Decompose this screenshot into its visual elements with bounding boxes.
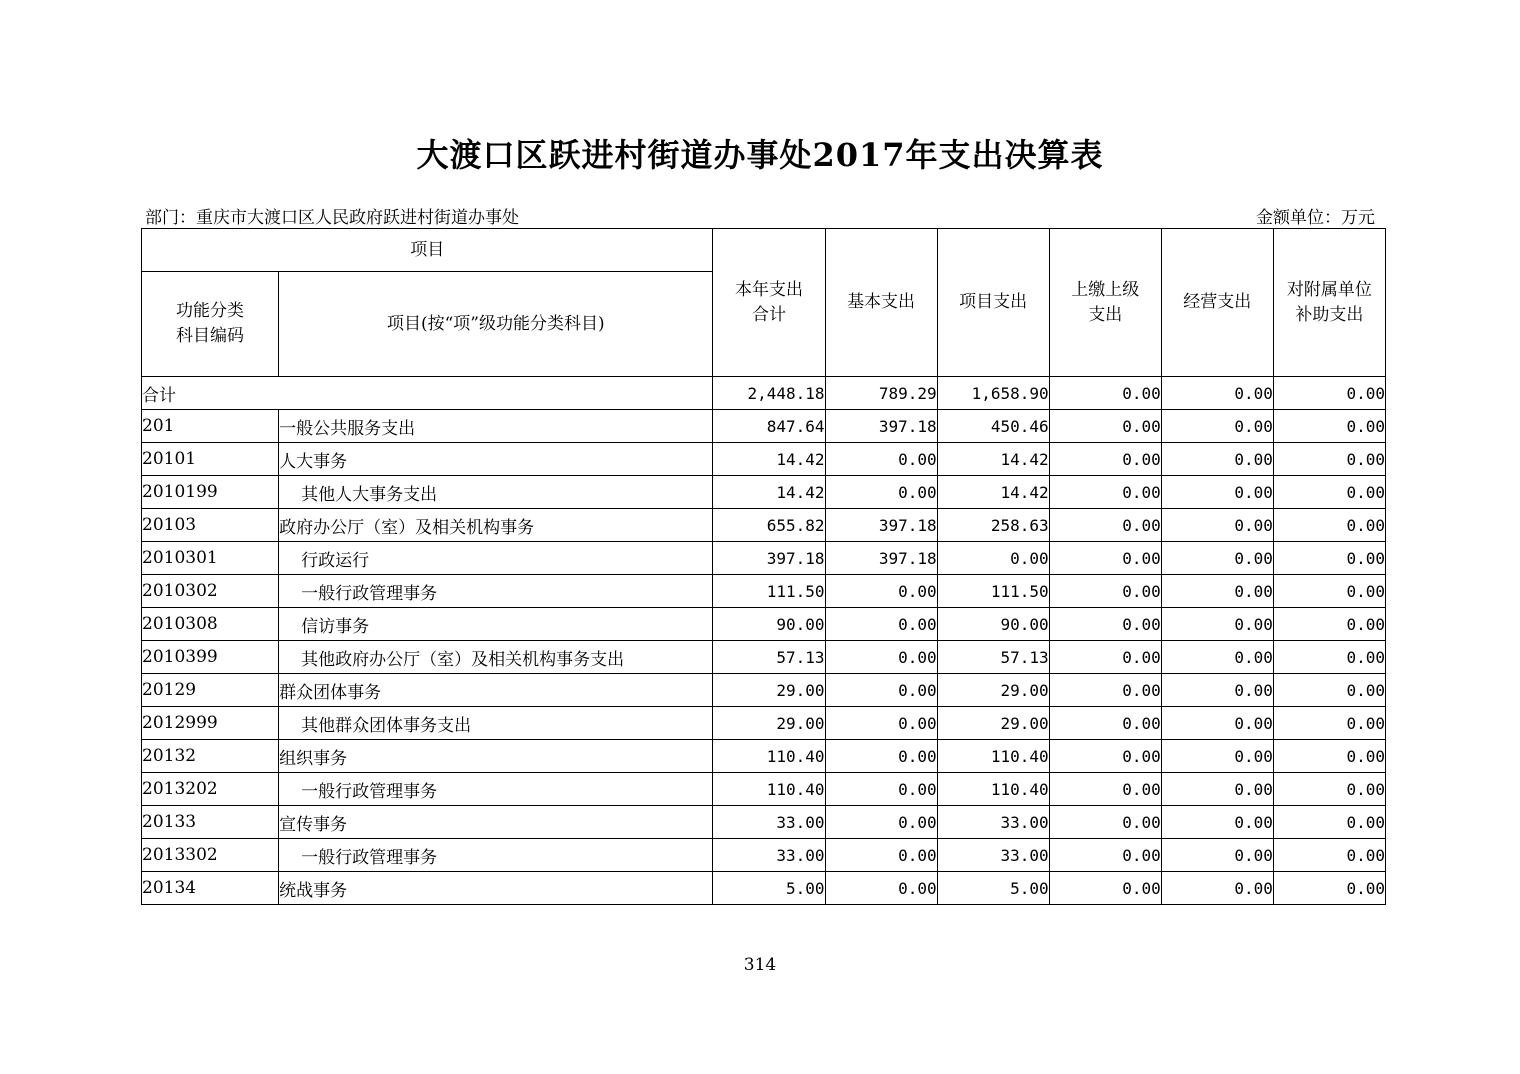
row-code: 2013302 bbox=[142, 839, 279, 872]
row-upper: 0.00 bbox=[1049, 707, 1161, 740]
table-row bbox=[142, 872, 1386, 905]
header-upper: 上缴上级 支出 bbox=[1049, 229, 1161, 377]
row-name: 其他人大事务支出 bbox=[279, 476, 713, 509]
row-upper: 0.00 bbox=[1049, 443, 1161, 476]
table-row bbox=[142, 410, 1386, 443]
department-label: 部门：重庆市大渡口区人民政府跃进村街道办事处 bbox=[145, 208, 519, 228]
table-row bbox=[142, 476, 1386, 509]
row-code: 2010199 bbox=[142, 476, 279, 509]
row-code: 2012999 bbox=[142, 707, 279, 740]
row-upper: 0.00 bbox=[1049, 641, 1161, 674]
row-name: 一般行政管理事务 bbox=[279, 575, 713, 608]
row-total: 111.50 bbox=[713, 575, 825, 608]
row-code: 2010302 bbox=[142, 575, 279, 608]
row-subsidy: 0.00 bbox=[1273, 806, 1385, 839]
row-subsidy: 0.00 bbox=[1273, 542, 1385, 575]
row-upper: 0.00 bbox=[1049, 410, 1161, 443]
row-code: 20103 bbox=[142, 509, 279, 542]
row-business: 0.00 bbox=[1161, 641, 1273, 674]
row-business: 0.00 bbox=[1161, 707, 1273, 740]
row-upper: 0.00 bbox=[1049, 872, 1161, 905]
row-code: 2010308 bbox=[142, 608, 279, 641]
row-total: 397.18 bbox=[713, 542, 825, 575]
row-code: 201 bbox=[142, 410, 279, 443]
row-name: 其他群众团体事务支出 bbox=[279, 707, 713, 740]
row-upper: 0.00 bbox=[1049, 740, 1161, 773]
row-business: 0.00 bbox=[1161, 608, 1273, 641]
header-business: 经营支出 bbox=[1161, 229, 1273, 377]
row-upper: 0.00 bbox=[1049, 575, 1161, 608]
row-total: 57.13 bbox=[713, 641, 825, 674]
row-name: 一般公共服务支出 bbox=[279, 410, 713, 443]
row-basic: 0.00 bbox=[825, 608, 937, 641]
total-upper: 0.00 bbox=[1049, 377, 1161, 410]
total-total: 2,448.18 bbox=[713, 377, 825, 410]
table-row bbox=[142, 443, 1386, 476]
row-project: 111.50 bbox=[937, 575, 1049, 608]
row-subsidy: 0.00 bbox=[1273, 509, 1385, 542]
row-basic: 0.00 bbox=[825, 575, 937, 608]
row-business: 0.00 bbox=[1161, 476, 1273, 509]
row-total: 5.00 bbox=[713, 872, 825, 905]
row-business: 0.00 bbox=[1161, 773, 1273, 806]
row-subsidy: 0.00 bbox=[1273, 575, 1385, 608]
total-business: 0.00 bbox=[1161, 377, 1273, 410]
row-basic: 0.00 bbox=[825, 443, 937, 476]
row-business: 0.00 bbox=[1161, 839, 1273, 872]
header-project: 项目 bbox=[142, 229, 713, 272]
row-project: 29.00 bbox=[937, 707, 1049, 740]
row-code: 2010301 bbox=[142, 542, 279, 575]
row-basic: 0.00 bbox=[825, 476, 937, 509]
row-total: 14.42 bbox=[713, 443, 825, 476]
row-total: 14.42 bbox=[713, 476, 825, 509]
row-project: 110.40 bbox=[937, 740, 1049, 773]
row-business: 0.00 bbox=[1161, 410, 1273, 443]
row-basic: 0.00 bbox=[825, 773, 937, 806]
row-name: 群众团体事务 bbox=[279, 674, 713, 707]
row-subsidy: 0.00 bbox=[1273, 443, 1385, 476]
row-total: 110.40 bbox=[713, 773, 825, 806]
row-basic: 0.00 bbox=[825, 839, 937, 872]
row-subsidy: 0.00 bbox=[1273, 608, 1385, 641]
row-project: 14.42 bbox=[937, 476, 1049, 509]
row-subsidy: 0.00 bbox=[1273, 410, 1385, 443]
row-project: 33.00 bbox=[937, 806, 1049, 839]
table-row bbox=[142, 773, 1386, 806]
row-basic: 0.00 bbox=[825, 641, 937, 674]
row-project: 258.63 bbox=[937, 509, 1049, 542]
row-basic: 0.00 bbox=[825, 740, 937, 773]
total-subsidy: 0.00 bbox=[1273, 377, 1385, 410]
row-basic: 397.18 bbox=[825, 509, 937, 542]
row-upper: 0.00 bbox=[1049, 608, 1161, 641]
table-row bbox=[142, 707, 1386, 740]
row-subsidy: 0.00 bbox=[1273, 872, 1385, 905]
row-business: 0.00 bbox=[1161, 542, 1273, 575]
row-code: 20132 bbox=[142, 740, 279, 773]
table-row bbox=[142, 641, 1386, 674]
row-project: 0.00 bbox=[937, 542, 1049, 575]
row-code: 20129 bbox=[142, 674, 279, 707]
row-upper: 0.00 bbox=[1049, 806, 1161, 839]
row-project: 450.46 bbox=[937, 410, 1049, 443]
header-basic: 基本支出 bbox=[825, 229, 937, 377]
page-title: 大渡口区跃进村街道办事处2017年支出决算表 bbox=[416, 136, 1104, 174]
table-row bbox=[142, 542, 1386, 575]
row-name: 一般行政管理事务 bbox=[279, 773, 713, 806]
row-name: 政府办公厅（室）及相关机构事务 bbox=[279, 509, 713, 542]
unit-label: 金额单位：万元 bbox=[1256, 208, 1375, 228]
header-code: 功能分类 科目编码 bbox=[142, 272, 279, 377]
page-number: 314 bbox=[743, 955, 777, 975]
row-name: 行政运行 bbox=[279, 542, 713, 575]
row-project: 5.00 bbox=[937, 872, 1049, 905]
row-project: 57.13 bbox=[937, 641, 1049, 674]
row-project: 90.00 bbox=[937, 608, 1049, 641]
row-total: 29.00 bbox=[713, 674, 825, 707]
row-total: 90.00 bbox=[713, 608, 825, 641]
row-upper: 0.00 bbox=[1049, 509, 1161, 542]
header-name: 项目(按“项”级功能分类科目) bbox=[279, 272, 713, 377]
row-upper: 0.00 bbox=[1049, 476, 1161, 509]
total-label: 合计 bbox=[142, 377, 713, 410]
row-business: 0.00 bbox=[1161, 674, 1273, 707]
table-row bbox=[142, 806, 1386, 839]
row-basic: 0.00 bbox=[825, 674, 937, 707]
row-project: 33.00 bbox=[937, 839, 1049, 872]
header-total: 本年支出 合计 bbox=[713, 229, 825, 377]
row-code: 20134 bbox=[142, 872, 279, 905]
row-code: 20101 bbox=[142, 443, 279, 476]
table-row bbox=[142, 509, 1386, 542]
row-name: 一般行政管理事务 bbox=[279, 839, 713, 872]
row-total: 847.64 bbox=[713, 410, 825, 443]
row-total: 29.00 bbox=[713, 707, 825, 740]
row-subsidy: 0.00 bbox=[1273, 839, 1385, 872]
row-business: 0.00 bbox=[1161, 443, 1273, 476]
row-subsidy: 0.00 bbox=[1273, 773, 1385, 806]
row-name: 信访事务 bbox=[279, 608, 713, 641]
row-upper: 0.00 bbox=[1049, 542, 1161, 575]
table-row bbox=[142, 608, 1386, 641]
row-basic: 0.00 bbox=[825, 707, 937, 740]
row-subsidy: 0.00 bbox=[1273, 740, 1385, 773]
row-project: 14.42 bbox=[937, 443, 1049, 476]
row-business: 0.00 bbox=[1161, 509, 1273, 542]
row-business: 0.00 bbox=[1161, 872, 1273, 905]
row-total: 110.40 bbox=[713, 740, 825, 773]
row-project: 29.00 bbox=[937, 674, 1049, 707]
total-project: 1,658.90 bbox=[937, 377, 1049, 410]
row-project: 110.40 bbox=[937, 773, 1049, 806]
expenditure-table bbox=[141, 228, 1386, 905]
header-subsidy: 对附属单位 补助支出 bbox=[1273, 229, 1385, 377]
row-name: 其他政府办公厅（室）及相关机构事务支出 bbox=[279, 641, 713, 674]
row-code: 2013202 bbox=[142, 773, 279, 806]
row-basic: 397.18 bbox=[825, 542, 937, 575]
row-subsidy: 0.00 bbox=[1273, 476, 1385, 509]
table-row bbox=[142, 674, 1386, 707]
row-upper: 0.00 bbox=[1049, 773, 1161, 806]
row-subsidy: 0.00 bbox=[1273, 641, 1385, 674]
table-row bbox=[142, 740, 1386, 773]
row-name: 人大事务 bbox=[279, 443, 713, 476]
row-business: 0.00 bbox=[1161, 806, 1273, 839]
row-subsidy: 0.00 bbox=[1273, 674, 1385, 707]
row-upper: 0.00 bbox=[1049, 839, 1161, 872]
row-name: 组织事务 bbox=[279, 740, 713, 773]
total-row bbox=[142, 377, 1386, 410]
row-name: 宣传事务 bbox=[279, 806, 713, 839]
row-name: 统战事务 bbox=[279, 872, 713, 905]
table-row bbox=[142, 839, 1386, 872]
row-code: 20133 bbox=[142, 806, 279, 839]
table-row bbox=[142, 575, 1386, 608]
row-total: 655.82 bbox=[713, 509, 825, 542]
row-upper: 0.00 bbox=[1049, 674, 1161, 707]
total-basic: 789.29 bbox=[825, 377, 937, 410]
row-basic: 397.18 bbox=[825, 410, 937, 443]
row-code: 2010399 bbox=[142, 641, 279, 674]
row-total: 33.00 bbox=[713, 839, 825, 872]
row-business: 0.00 bbox=[1161, 740, 1273, 773]
row-basic: 0.00 bbox=[825, 806, 937, 839]
row-total: 33.00 bbox=[713, 806, 825, 839]
row-business: 0.00 bbox=[1161, 575, 1273, 608]
header-row-1 bbox=[142, 229, 1386, 272]
header-project-expenditure: 项目支出 bbox=[937, 229, 1049, 377]
row-subsidy: 0.00 bbox=[1273, 707, 1385, 740]
row-basic: 0.00 bbox=[825, 872, 937, 905]
